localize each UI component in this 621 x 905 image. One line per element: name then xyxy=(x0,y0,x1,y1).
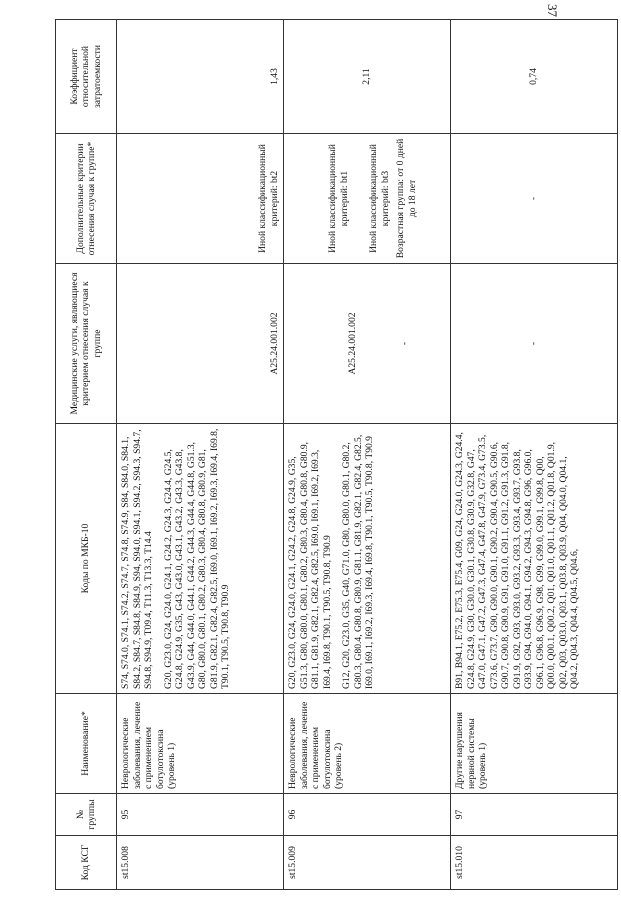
extra-criteria: Иной классификационный критерий: bt3 xyxy=(368,144,391,253)
table-row xyxy=(451,20,618,890)
coefficient: 2,11 xyxy=(284,20,451,134)
header-icd-codes: Коды по МКБ-10 xyxy=(56,424,117,694)
group-number: 95 xyxy=(117,794,284,836)
service-code: A25.24.001.002 xyxy=(347,312,358,375)
header-extra-criteria: Дополнительные критерии отнесения случая к группе* xyxy=(56,134,117,264)
page-number: 37 xyxy=(545,4,560,17)
icd-codes: S74, S74.0, S74.1, S74.2, S74.7, S74.8, S74.9, S84, S84.0, S84.1, S84.2, S84.7, S84.8, S84.9, S94, S94.0, S94.1, S94.2, S94.3, S94.7, S94.8, S94.9, T09.4, T11.3, T13.3, T14.4 xyxy=(120,429,154,689)
group-name: Неврологические заболевания, лечение с применением ботулотоксина (уровень 2) xyxy=(284,694,451,794)
extra-criteria: - xyxy=(451,134,618,264)
service-code: A25.24.001.002 xyxy=(117,264,284,424)
extra-criteria: Возрастная группа: от 0 дней до 18 лет xyxy=(395,138,418,259)
group-number: 96 xyxy=(284,794,451,836)
icd-codes-cell xyxy=(284,424,451,694)
header-name: Наименование* xyxy=(56,694,117,794)
rotated-table-sheet xyxy=(55,20,615,890)
group-name: Другие нарушения нервной системы (уровень 1) xyxy=(451,694,618,794)
ksg-table xyxy=(55,19,618,890)
icd-codes: G20, G23.0, G24, G24.0, G24.1, G24.2, G24.8, G24.9, G35, G51.3, G80, G80.0, G80.1, G80.2, G80.3, G80.4, G80.8, G80.9, G81.1, G81.9, G82.1, G82.4, G82.5, I69.0, I69.1, I69.2, I69.3, I69.4, I69.8, T90.1, T90.5, T90.8, T90.9 xyxy=(287,441,333,689)
icd-codes: B91, B94.1, E75.2, E75.3, E75.4, G09, G24, G24.0, G24.3, G24.4, G24.8, G24.9, G30, G30.0, G30.1, G30.8, G30.9, G32.8, G47, G47.0, G47.1, G47.2, G47.3, G47.4, G47.8, G47.9, G73.4, G73.5, G73.6, G73.7, G90, G90.0, G90.1, G90.2, G90.4, G90.5, G90.6, G90.7, G90.8, G90.9, G91, G91.0, G91.1, G91.2, G91.3, G91.8, G91.9, G92, G93, G93.0, G93.2, G93.3, G93.4, G93.7, G93.8, G93.9, G94, G94.0, G94.1, G94.2, G94.3, G94.8, G96, G96.0, G96.1, G96.8, G96.9, G98, G99, G99.0, G99.1, G99.8, Q00, Q00.0, Q00.1, Q00.2, Q01, Q01.0, Q01.1, Q01.2, Q01.8, Q01.9, Q02, Q03, Q03.0, Q03.1, Q03.8, Q03.9, Q04, Q04.0, Q04.1, Q04.2, Q04.3, Q04.4, Q04.5, Q04.6, xyxy=(454,432,580,689)
header-group-number: № группы xyxy=(56,794,117,836)
icd-codes-cell xyxy=(117,424,284,694)
table-row xyxy=(284,20,451,890)
coefficient: 0,74 xyxy=(451,20,618,134)
ksg-code: st15.009 xyxy=(284,836,451,890)
ksg-code: st15.010 xyxy=(451,836,618,890)
icd-codes: G20, G23.0, G24, G24.0, G24.1, G24.2, G24.3, G24.4, G24.5, G24.8, G24.9, G35, G43, G43.0, G43.1, G43.2, G43.3, G43.8, G43.9, G44, G44.0, G44.1, G44.2, G44.3, G44.4, G44.8, G51.3, G80, G80.0, G80.1, G80.2, G80.3, G80.4, G80.8, G80.9, G81, G81.9, G82.1, G82.4, G82.5, I69.0, I69.1, I69.2, I69.3, I69.4, I69.8, T90.1, T90.5, T90.8, T90.9 xyxy=(162,428,231,689)
extra-criteria: Иной классификационный критерий: bt1 xyxy=(327,144,350,253)
icd-codes-cell xyxy=(451,424,618,694)
group-name: Неврологические заболевания, лечение с применением ботулотоксина (уровень 1) xyxy=(117,694,284,794)
header-ksg-code: Код КСГ xyxy=(56,836,117,890)
table-header-row xyxy=(56,20,117,890)
service-code: - xyxy=(451,264,618,424)
group-number: 97 xyxy=(451,794,618,836)
criteria-cell xyxy=(284,134,451,264)
service-code: - xyxy=(398,341,410,346)
header-services: Медицинские услуги, являющиеся критерием отнесения случая к группе xyxy=(56,264,117,424)
service-cell xyxy=(284,264,451,424)
header-coefficient: Коэффициент относительной затратоемкости xyxy=(56,20,117,134)
coefficient: 1,43 xyxy=(117,20,284,134)
icd-codes: G12, G20, G23.0, G35, G40, G71.0, G80, G80.0, G80.1, G80.2, G80.3, G80.4, G80.8, G80.9, G81.1, G81.9, G82.1, G82.4, G82.5, I69.0, I69.1, I69.2, I69.3, I69.4, I69.8, T90.1, T90.5, T90.8, T90.9 xyxy=(341,434,375,689)
ksg-code: st15.008 xyxy=(117,836,284,890)
table-row xyxy=(117,20,284,890)
extra-criteria: Иной классификационный критерий: bt2 xyxy=(117,134,284,264)
